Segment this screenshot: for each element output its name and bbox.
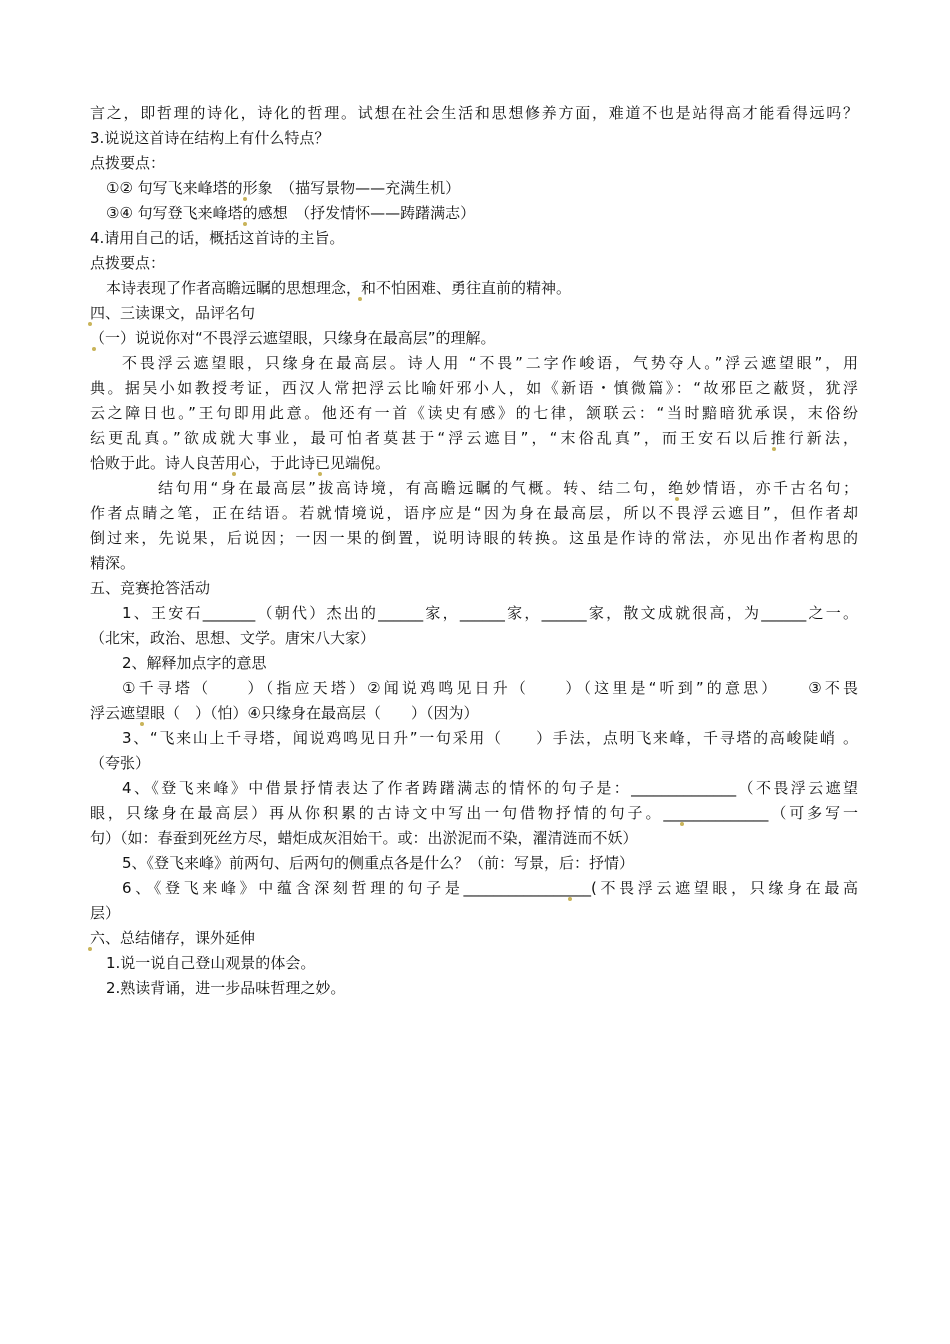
emphasis-dot (88, 322, 92, 326)
section-heading-4: 四、三读课文，品评名句 (90, 304, 256, 322)
quiz-item-3: 3、“飞来山上千寻塔，闻说鸡鸣见日升”一句采用（ ）手法，点明飞来峰，千寻塔的高峻陡峭 。 (122, 729, 858, 747)
emphasis-dot (243, 197, 247, 201)
quiz-answer: （夸张） (90, 754, 151, 772)
emphasis-dot (88, 947, 92, 951)
extension-item-1: 1.说一说自己登山观景的体会。 (106, 954, 316, 972)
hint-text: 本诗表现了作者高瞻远瞩的思想理念，和不怕困难、勇往直前的精神。 (106, 279, 572, 297)
quiz-item-2: 2、解释加点字的意思 (122, 654, 267, 672)
emphasis-dot (680, 822, 684, 826)
quiz-item-4: 4、《登飞来峰》中借景抒情表达了作者踌躇满志的情怀的句子是：______________（不畏浮云遮望 (122, 779, 858, 797)
hint-item: ③④ 句写登飞来峰塔的感想 （抒发情怀——踌躇满志） (106, 204, 476, 222)
emphasis-dot (243, 222, 247, 226)
quiz-item-5: 5、《登飞来峰》前两句、后两句的侧重点各是什么？（前：写景，后：抒情） (122, 854, 635, 872)
paragraph-line: 倒过来，先说果，后说因；一因一果的倒置，说明诗眼的转换。这虽是作诗的常法，亦见出作者构思的 (90, 529, 858, 547)
quiz-item-4: 眼，只缘身在最高层）再从你积累的古诗文中写出一句借物抒情的句子。______________（可多写一 (90, 804, 858, 822)
quiz-item-4: 句）（如：春蚕到死丝方尽，蜡炬成灰泪始干。或：出淤泥而不染，濯清涟而不妖） (90, 829, 638, 847)
text-line: 言之，即哲理的诗化，诗化的哲理。试想在社会生活和思想修养方面，难道不也是站得高才能看得远吗？ (90, 104, 858, 122)
emphasis-dot (358, 297, 362, 301)
quiz-item-6: 层） (90, 904, 121, 922)
hint-label: 点拨要点： (90, 154, 166, 172)
paragraph-line: 恰败于此。诗人良苦用心，于此诗已见端倪。 (90, 454, 391, 472)
paragraph-line: 纭更乱真。”欲成就大事业，最可怕者莫甚于“浮云遮目”，“末俗乱真”，而王安石以后推行新法， (90, 429, 858, 447)
question-3: 3.说说这首诗在结构上有什么特点？ (90, 129, 330, 147)
emphasis-dot (772, 447, 776, 451)
quiz-answer: （北宋，政治、思想、文学。唐宋八大家） (90, 629, 376, 647)
extension-item-2: 2.熟读背诵，进一步品味哲理之妙。 (106, 979, 346, 997)
paragraph-line: 结句用“身在最高层”拔高诗境，有高瞻远瞩的气概。转、结二句，绝妙情语，亦千古名句； (158, 479, 858, 497)
paragraph-line: 精深。 (90, 554, 136, 572)
section-heading-6: 六、总结储存，课外延伸 (90, 929, 256, 947)
paragraph-line: 作者点睛之笔，正在结语。若就情境说，语序应是“因为身在最高层，所以不畏浮云遮目”，但作者却 (90, 504, 858, 522)
section-heading-5: 五、竞赛抢答活动 (90, 579, 211, 597)
quiz-item-6: 6、《登飞来峰》中蕴含深刻哲理的句子是_________________(不畏浮云遮望眼，只缘身在最高 (122, 879, 858, 897)
quiz-item-2-parts: 浮云遮望眼（ ）（怕）④只缘身在最高层（ ）（因为） (90, 704, 479, 722)
emphasis-dot (232, 472, 236, 476)
quiz-item-2-parts: ①千寻塔（ ）（指应天塔）②闻说鸡鸣见日升（ ）（这里是“听到”的意思） ③不畏 (122, 679, 858, 697)
emphasis-dot (568, 897, 572, 901)
emphasis-dot (675, 497, 679, 501)
quiz-item-1: 1、王安石_______（朝代）杰出的______家，______家，______家，散文成就很高，为______之一。 (122, 604, 858, 622)
hint-item: ①② 句写飞来峰塔的形象 （描写景物——充满生机） (106, 179, 461, 197)
question-4: 4.请用自己的话，概括这首诗的主旨。 (90, 229, 345, 247)
sub-question: （一）说说你对“不畏浮云遮望眼，只缘身在最高层”的理解。 (90, 329, 496, 347)
emphasis-dot (140, 722, 144, 726)
paragraph-line: 典。据吴小如教授考证，西汉人常把浮云比喻奸邪小人，如《新语・慎微篇》：“故邪臣之蔽贤，犹浮 (90, 379, 858, 397)
emphasis-dot (92, 347, 96, 351)
emphasis-dot (318, 472, 322, 476)
hint-label: 点拨要点： (90, 254, 166, 272)
paragraph-line: 不畏浮云遮望眼，只缘身在最高层。诗人用 “不畏”二字作峻语，气势夺人。”浮云遮望眼”，用 (122, 354, 858, 372)
paragraph-line: 云之障日也。”王句即用此意。他还有一首《读史有感》的七律，颔联云：“当时黯暗犹承误，末俗纷 (90, 404, 858, 422)
